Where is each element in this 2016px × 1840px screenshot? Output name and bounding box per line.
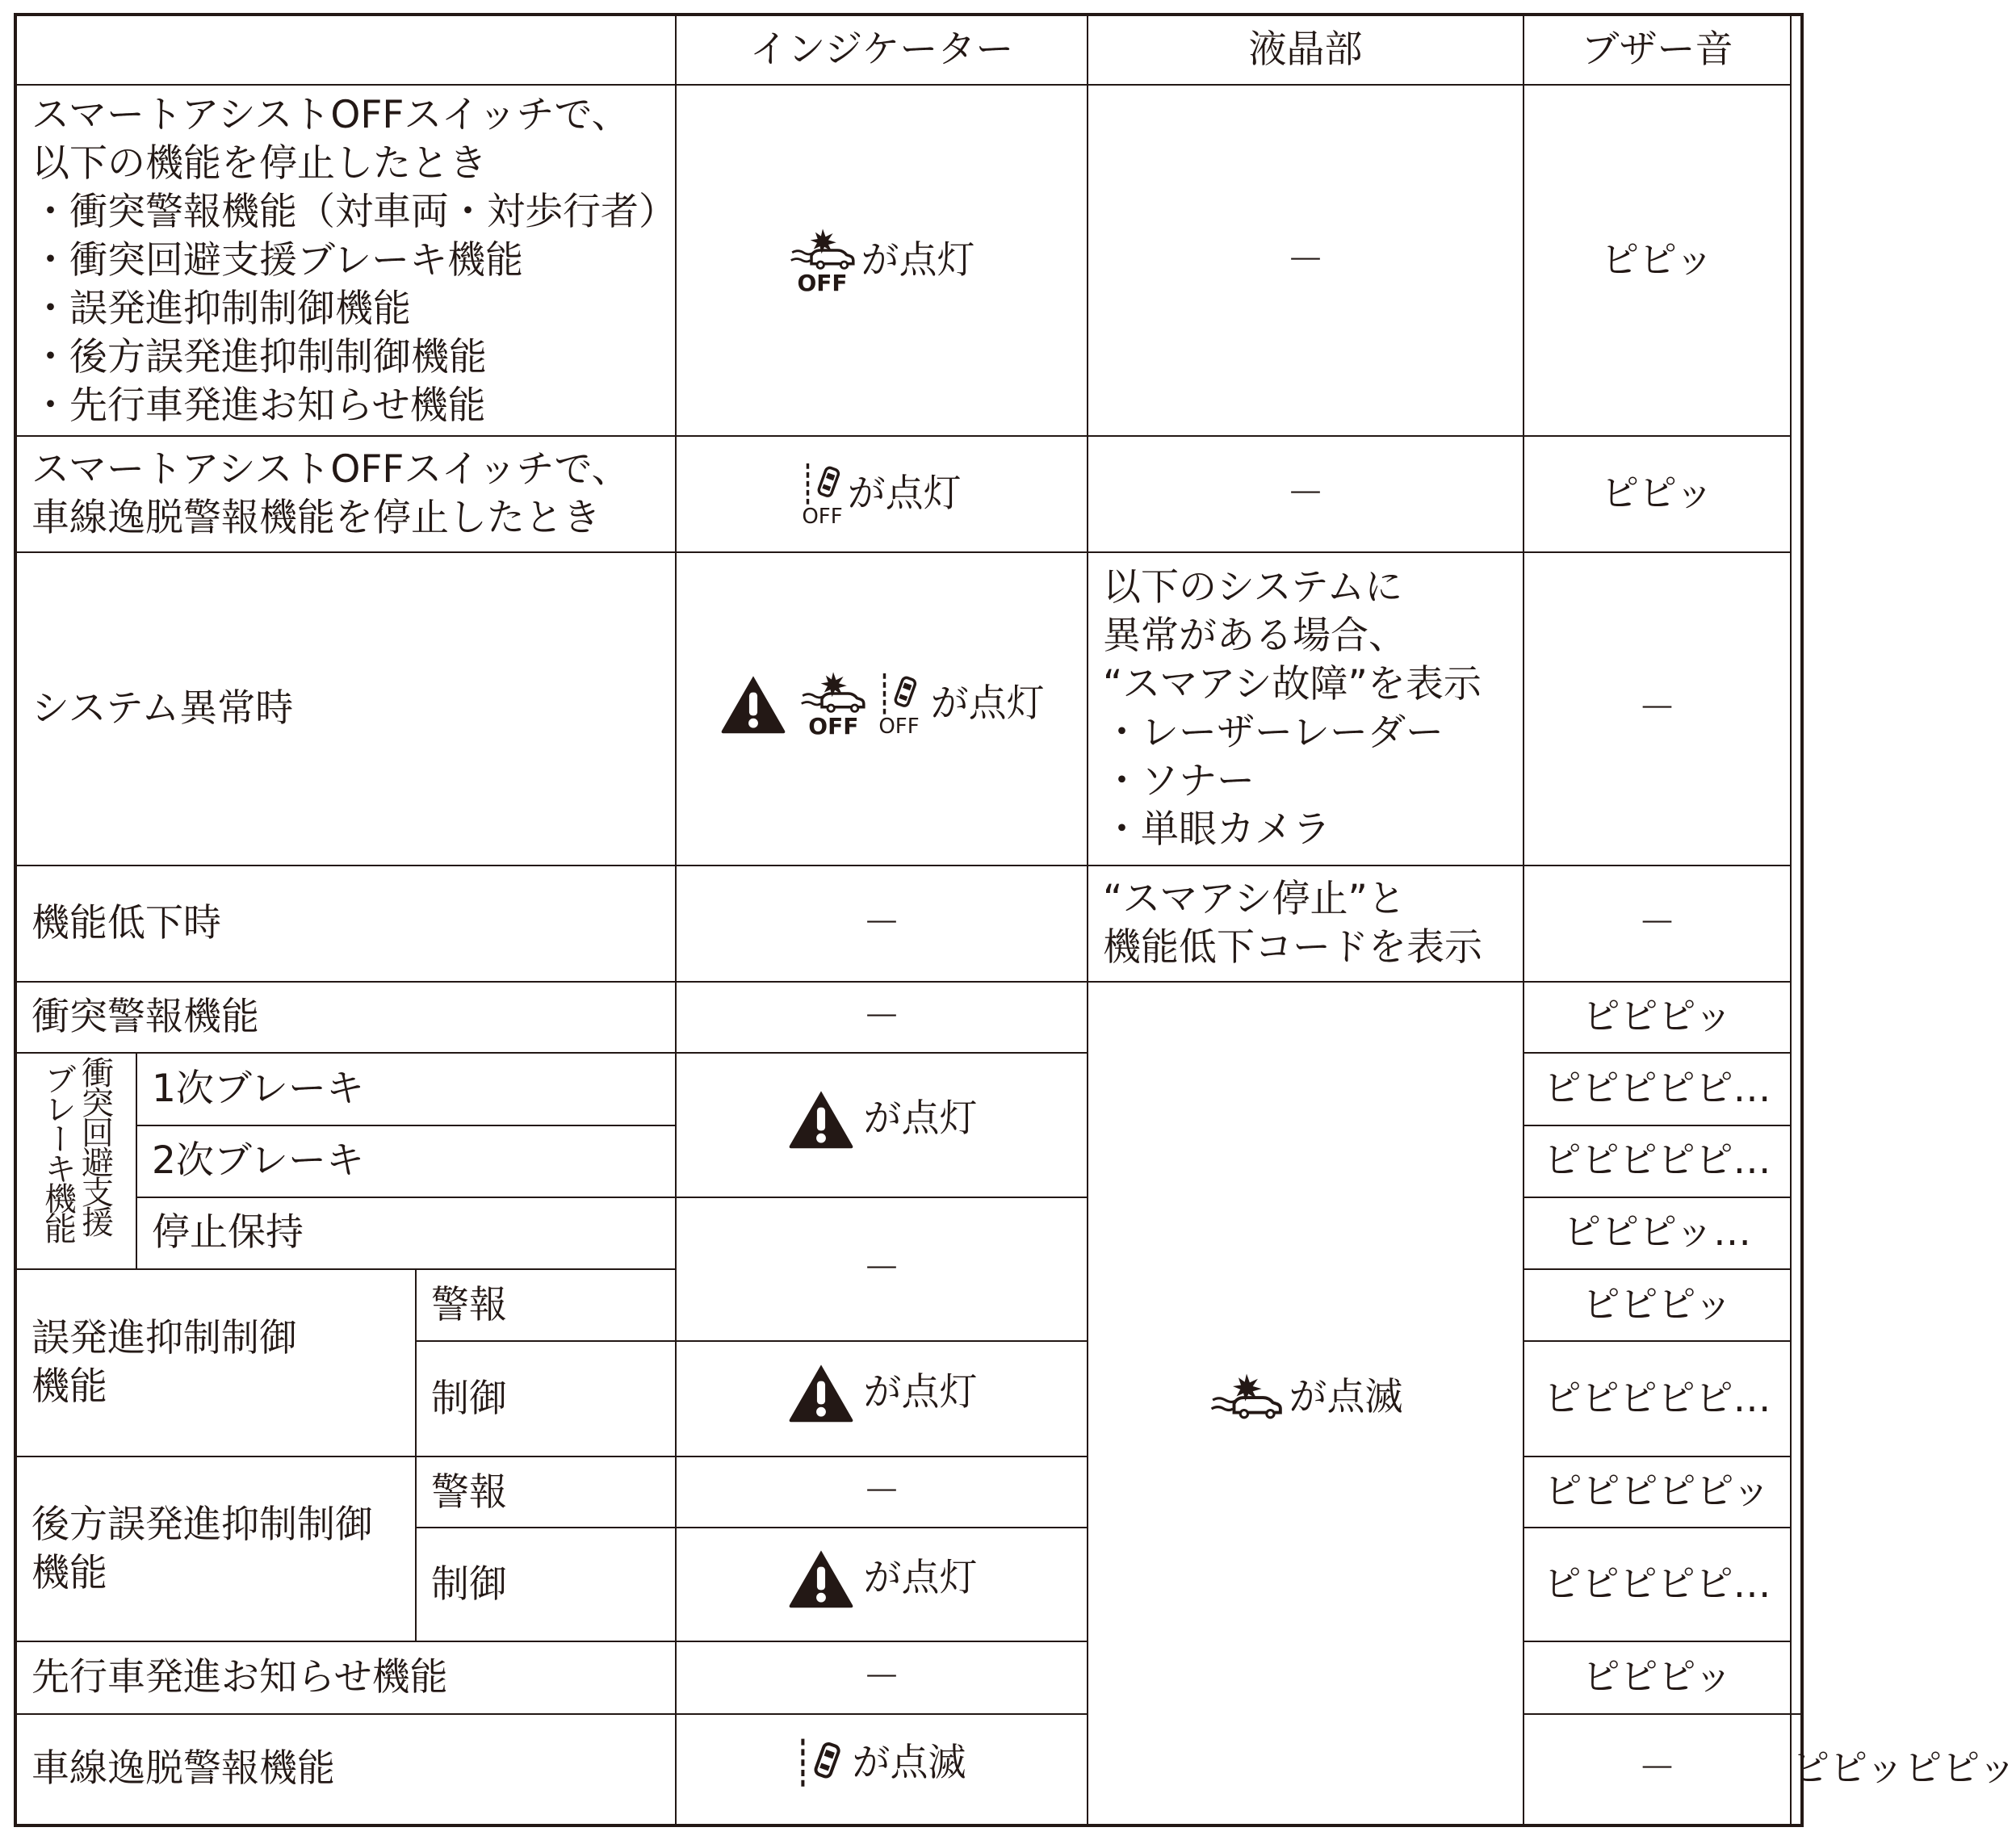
brake-group-outer-label: 衝突回避支援: [76, 1056, 114, 1236]
row-collision-warning: [15, 982, 1802, 1053]
brake-group-inner-label: ブレーキ機能: [39, 1063, 77, 1243]
line: “スマアシ停止”と: [1103, 876, 1406, 921]
warning-triangle-icon: [786, 1362, 856, 1423]
line: 機能低下コードを表示: [1103, 924, 1482, 970]
lcd-cell: －: [1088, 85, 1524, 436]
buzzer-cell: ピピピッ: [1524, 1269, 1791, 1341]
buzzer-cell: ピピピピピ…: [1524, 1528, 1791, 1641]
header-condition: [15, 15, 676, 85]
row-stop-hold: [15, 1197, 1802, 1269]
line: 以下の機能を停止したとき: [31, 140, 487, 186]
indicator-cell: －: [676, 1641, 1088, 1713]
condition-rear-misstart: [15, 1456, 416, 1642]
indicator-cell: [676, 552, 1088, 866]
line: “スマアシ故障”を表示: [1103, 661, 1482, 706]
row-lead-car: [15, 1641, 1802, 1713]
status-text: が点滅: [1289, 1374, 1403, 1419]
off-label: OFF: [878, 714, 920, 739]
buzzer-cell: ピピッ: [1524, 85, 1791, 436]
condition-rear-misstart-warn: 警報: [416, 1456, 676, 1528]
smart-assist-indicator-table: [14, 13, 2016, 1827]
condition-primary-brake: 1次ブレーキ: [136, 1053, 676, 1125]
condition-lane-departure: 車線逸脱警報機能: [15, 1714, 676, 1825]
row-system-error: [15, 552, 1802, 866]
row-primary-brake: [15, 1053, 1802, 1125]
indicator-cell: [676, 1528, 1088, 1641]
buzzer-cell: ピピピピピッ: [1524, 1456, 1791, 1528]
indicator-cell: [676, 1341, 1088, 1456]
condition-misstart-warn: 警報: [416, 1269, 676, 1341]
row-function-degraded: [15, 866, 1802, 982]
collision-warning-icon: [789, 228, 857, 273]
line: 車線逸脱警報機能を停止したとき: [31, 496, 601, 541]
indicator-cell: [676, 1714, 1088, 1825]
lane-departure-icon: [798, 1733, 843, 1794]
lane-departure-icon: [803, 462, 842, 507]
warning-triangle-icon: [786, 1088, 856, 1150]
condition-secondary-brake: 2次ブレーキ: [136, 1125, 676, 1197]
status-text: が点灯: [863, 1096, 978, 1142]
line: ・後方誤発進抑制制御機能: [31, 334, 487, 379]
line: ・単眼カメラ: [1103, 807, 1331, 852]
condition-lead-car: 先行車発進お知らせ機能: [15, 1641, 676, 1713]
line: 誤発進抑制制御: [31, 1315, 297, 1360]
indicator-cell: －: [676, 1456, 1088, 1528]
line: 以下のシステムに: [1103, 564, 1403, 610]
line: ・レーザーレーダー: [1103, 710, 1444, 755]
line: ・先行車発進お知らせ機能: [31, 383, 486, 428]
header-indicator: インジケーター: [676, 15, 1088, 85]
line: 機能: [31, 1364, 107, 1409]
lane-departure-icon: [880, 672, 919, 717]
indicator-cell: [676, 1053, 1088, 1197]
condition-misstart-control: 制御: [416, 1341, 676, 1456]
status-text: が点滅: [852, 1740, 966, 1785]
header-buzzer: ブザー音: [1524, 15, 1791, 85]
indicator-cell: [676, 436, 1088, 551]
condition-lane-off: [15, 436, 676, 551]
buzzer-cell: ピピピピピ…: [1524, 1053, 1791, 1125]
row-lane-departure: [15, 1714, 1802, 1825]
buzzer-cell: ピピピピピ…: [1524, 1125, 1791, 1197]
buzzer-cell: －: [1524, 552, 1791, 866]
buzzer-cell: ピピピピピ…: [1524, 1341, 1791, 1456]
line: ・衝突回避支援ブレーキ機能: [31, 237, 524, 283]
row-smart-assist-off: [15, 85, 1802, 436]
line: ・ソナー: [1103, 758, 1255, 803]
off-label: OFF: [797, 269, 848, 296]
buzzer-cell: ピピッピピッ: [1791, 1714, 1802, 1825]
off-label: OFF: [802, 505, 843, 530]
indicator-cell: －: [676, 866, 1088, 982]
line: ・誤発進抑制制御機能: [31, 286, 411, 331]
brake-group-label: [15, 1053, 136, 1269]
warning-triangle-icon: [786, 1548, 856, 1609]
status-text: が点灯: [863, 1556, 978, 1601]
indicator-cell: [676, 85, 1088, 436]
buzzer-cell: ピピピッ: [1524, 1641, 1791, 1713]
buzzer-cell: ピピピッ: [1524, 982, 1791, 1053]
status-text: が点灯: [863, 1370, 978, 1415]
lcd-cell: －: [1088, 436, 1524, 551]
condition-misstart: [15, 1269, 416, 1456]
collision-warning-icon: [799, 671, 867, 716]
status-text: が点灯: [861, 237, 975, 283]
collision-warning-icon: [1209, 1373, 1285, 1423]
buzzer-cell: －: [1524, 866, 1791, 982]
line: 機能: [31, 1550, 107, 1595]
row-lane-off: [15, 436, 1802, 551]
condition-smart-assist-off: [15, 85, 676, 436]
buzzer-cell: ピピピッ…: [1524, 1197, 1791, 1269]
header-lcd: 液晶部: [1088, 15, 1524, 85]
status-text: が点灯: [847, 472, 962, 517]
indicator-cell: －: [676, 1197, 1088, 1341]
line: 後方誤発進抑制制御: [31, 1502, 373, 1547]
lcd-cell: [1088, 866, 1524, 982]
warning-triangle-icon: [719, 673, 788, 735]
condition-collision-warning: 衝突警報機能: [15, 982, 676, 1053]
off-label: OFF: [808, 712, 859, 740]
line: スマートアシストOFFスイッチで、: [31, 92, 630, 137]
lcd-cell-collision-blink: [1088, 982, 1524, 1825]
condition-rear-misstart-control: 制御: [416, 1528, 676, 1641]
lcd-cell: －: [1524, 1714, 1791, 1825]
lcd-cell: [1088, 552, 1524, 866]
line: スマートアシストOFFスイッチで、: [31, 447, 630, 492]
row-rear-misstart-warn: [15, 1456, 1802, 1528]
buzzer-cell: ピピッ: [1524, 436, 1791, 551]
status-text: が点灯: [930, 681, 1045, 726]
header-row: [15, 15, 1802, 85]
line: ・衝突警報機能（対車両・対歩行者）: [31, 189, 677, 234]
indicator-cell: －: [676, 982, 1088, 1053]
line: 異常がある場合、: [1103, 613, 1406, 658]
condition-function-degraded: 機能低下時: [15, 866, 676, 982]
condition-system-error: システム異常時: [15, 552, 676, 866]
condition-stop-hold: 停止保持: [136, 1197, 676, 1269]
